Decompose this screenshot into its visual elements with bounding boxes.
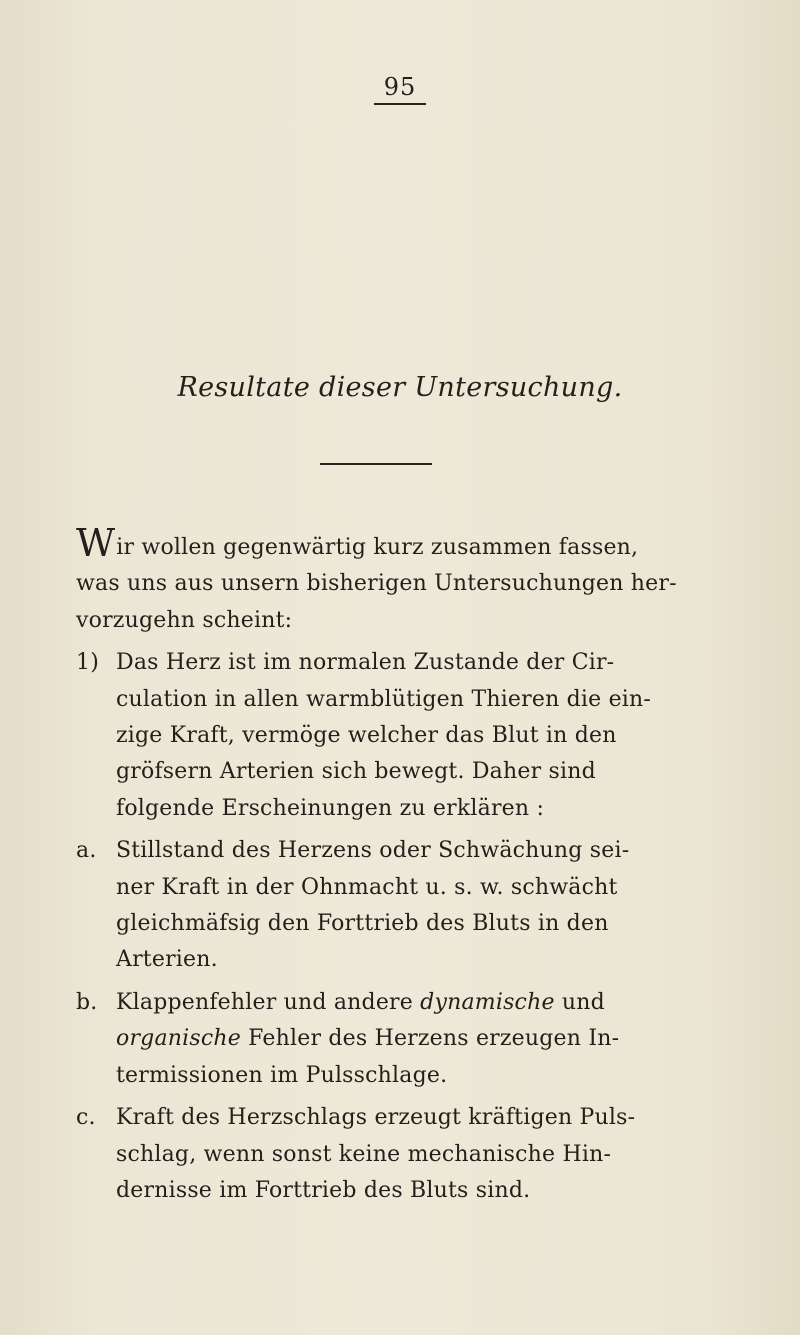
list-marker-a: a.	[76, 838, 97, 864]
item-c-line-1: Kraft des Herzschlags erzeugt kräftigen Puls-	[116, 1105, 636, 1131]
item-c-line-2: schlag, wenn sonst keine mechanische Hin-	[116, 1141, 612, 1167]
item-a-line-4: Arterien.	[116, 947, 218, 973]
item1-line-4: gröfsern Arterien sich bewegt. Daher sind	[116, 759, 596, 785]
heading-divider	[320, 463, 432, 465]
item-b-line-1	[116, 985, 716, 1021]
item-a-line-3: gleichmäfsig den Forttrieb des Bluts in den	[116, 911, 609, 937]
item-b-line-1-pre: Klappenfehler und andere	[116, 989, 421, 1015]
item-b-line-2-post: Fehler des Herzens erzeugen In-	[240, 1026, 620, 1052]
page-number	[300, 72, 500, 105]
item-b-emphasis-dynamische: dynamische	[420, 989, 555, 1015]
item1-line-1: Das Herz ist im normalen Zustande der Cir-	[116, 650, 615, 676]
intro-line-2: was uns aus unsern bisherigen Untersuchungen her-	[76, 571, 677, 597]
item1-line-3: zige Kraft, vermöge welcher das Blut in den	[116, 723, 617, 749]
section-heading: Resultate dieser Untersuchung.	[177, 372, 623, 403]
item-a-line-2: ner Kraft in der Ohnmacht u. s. w. schwächt	[116, 874, 618, 900]
result-list	[76, 645, 716, 1209]
intro-line-3: vorzugehn scheint:	[76, 607, 293, 633]
item1-line-2: culation in allen warmblütigen Thieren die ein-	[116, 686, 652, 712]
item-b-line-2	[116, 1021, 716, 1057]
item-b-line-1-post: und	[554, 989, 605, 1015]
item-b-emphasis-organische: organische	[116, 1026, 241, 1052]
list-item-c	[76, 1100, 716, 1209]
page-number-text: 95	[374, 72, 427, 105]
item1-line-5: folgende Erscheinungen zu erklären :	[116, 795, 545, 821]
item-a-line-1: Stillstand des Herzens oder Schwächung sei-	[116, 838, 630, 864]
drop-cap: W	[76, 521, 116, 565]
item-b-line-3: termissionen im Pulsschlage.	[116, 1062, 448, 1088]
intro-line-1	[76, 521, 716, 566]
intro-line-1-text: ir wollen gegenwärtig kurz zusammen fassen,	[116, 535, 639, 560]
list-marker-c: c.	[76, 1105, 96, 1131]
list-marker-b: b.	[76, 989, 98, 1015]
list-marker-1: 1)	[76, 650, 99, 676]
list-item-a	[76, 833, 716, 979]
body-text	[76, 521, 716, 1215]
intro-paragraph	[76, 521, 716, 639]
item-c-line-3: dernisse im Forttrieb des Bluts sind.	[116, 1177, 531, 1203]
list-item-b	[76, 985, 716, 1094]
list-item-1	[76, 645, 716, 827]
